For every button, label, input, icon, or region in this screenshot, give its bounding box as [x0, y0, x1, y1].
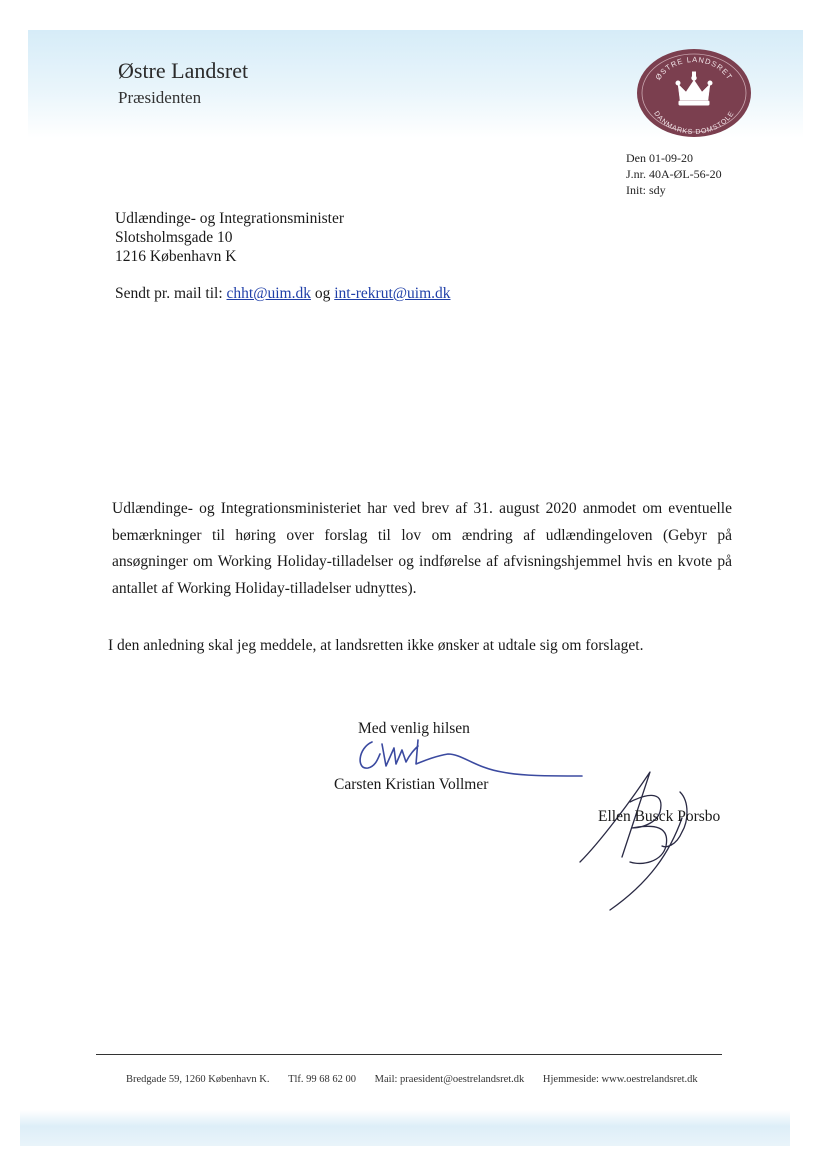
footer-web[interactable]: Hjemmeside: www.oestrelandsret.dk [542, 1074, 698, 1085]
signer-2-name: Ellen Busck Porsbo [598, 808, 721, 825]
initials: Init: sdy [626, 183, 666, 197]
recipient-line-3: 1216 København K [115, 248, 237, 265]
footer-address: Bredgade 59, 1260 København K. [126, 1074, 270, 1085]
court-seal-icon [636, 48, 752, 138]
footer-contact [126, 1074, 698, 1085]
sent-conjunction: og [314, 285, 331, 302]
sent-by-mail-line [115, 285, 451, 303]
email-link-1[interactable]: chht@uim.dk [226, 285, 311, 302]
email-link-2[interactable]: int-rekrut@uim.dk [334, 285, 451, 302]
footer-mail[interactable]: Mail: praesident@oestrelandsret.dk [374, 1074, 525, 1085]
recipient-address [115, 209, 344, 266]
journal-number: J.nr. 40A-ØL-56-20 [626, 167, 722, 181]
signature-porsbo-icon [570, 762, 720, 917]
footer-divider [96, 1054, 722, 1055]
closing-greeting: Med venlig hilsen [358, 720, 470, 737]
body-paragraph-2: I den anledning skal jeg meddele, at landsretten ikke ønsker at udtale sig om forslaget. [108, 637, 644, 654]
recipient-line-1: Udlændinge- og Integrationsminister [115, 210, 345, 227]
court-subtitle: Præsidenten [118, 88, 202, 107]
seal-text-bottom: DANMARKS DOMSTOLE [652, 110, 736, 137]
recipient-line-2: Slotsholmsgade 10 [115, 229, 233, 246]
footer-phone: Tlf. 99 68 62 00 [288, 1074, 357, 1085]
court-name: Østre Landsret [118, 58, 249, 83]
signer-1-name: Carsten Kristian Vollmer [334, 776, 489, 793]
letter-date: Den 01-09-20 [626, 151, 693, 165]
footer-band [20, 1110, 790, 1146]
reference-block [626, 150, 722, 198]
body-paragraph-1: Udlændinge- og Integrationsministeriet har ved brev af 31. august 2020 anmodet om eventuelle bemærkninger til høring over forslag til lov om ændring af udlændingeloven (Gebyr på ansøgninger om Working Holiday-tilladelser og indførelse af afvisningshjemmel hvis en kvote på antallet af Working Holiday-tilladelser udnyttes). [112, 500, 732, 597]
sent-prefix: Sendt pr. mail til: [115, 285, 223, 302]
seal-text-top: ØSTRE LANDSRET [653, 54, 735, 82]
